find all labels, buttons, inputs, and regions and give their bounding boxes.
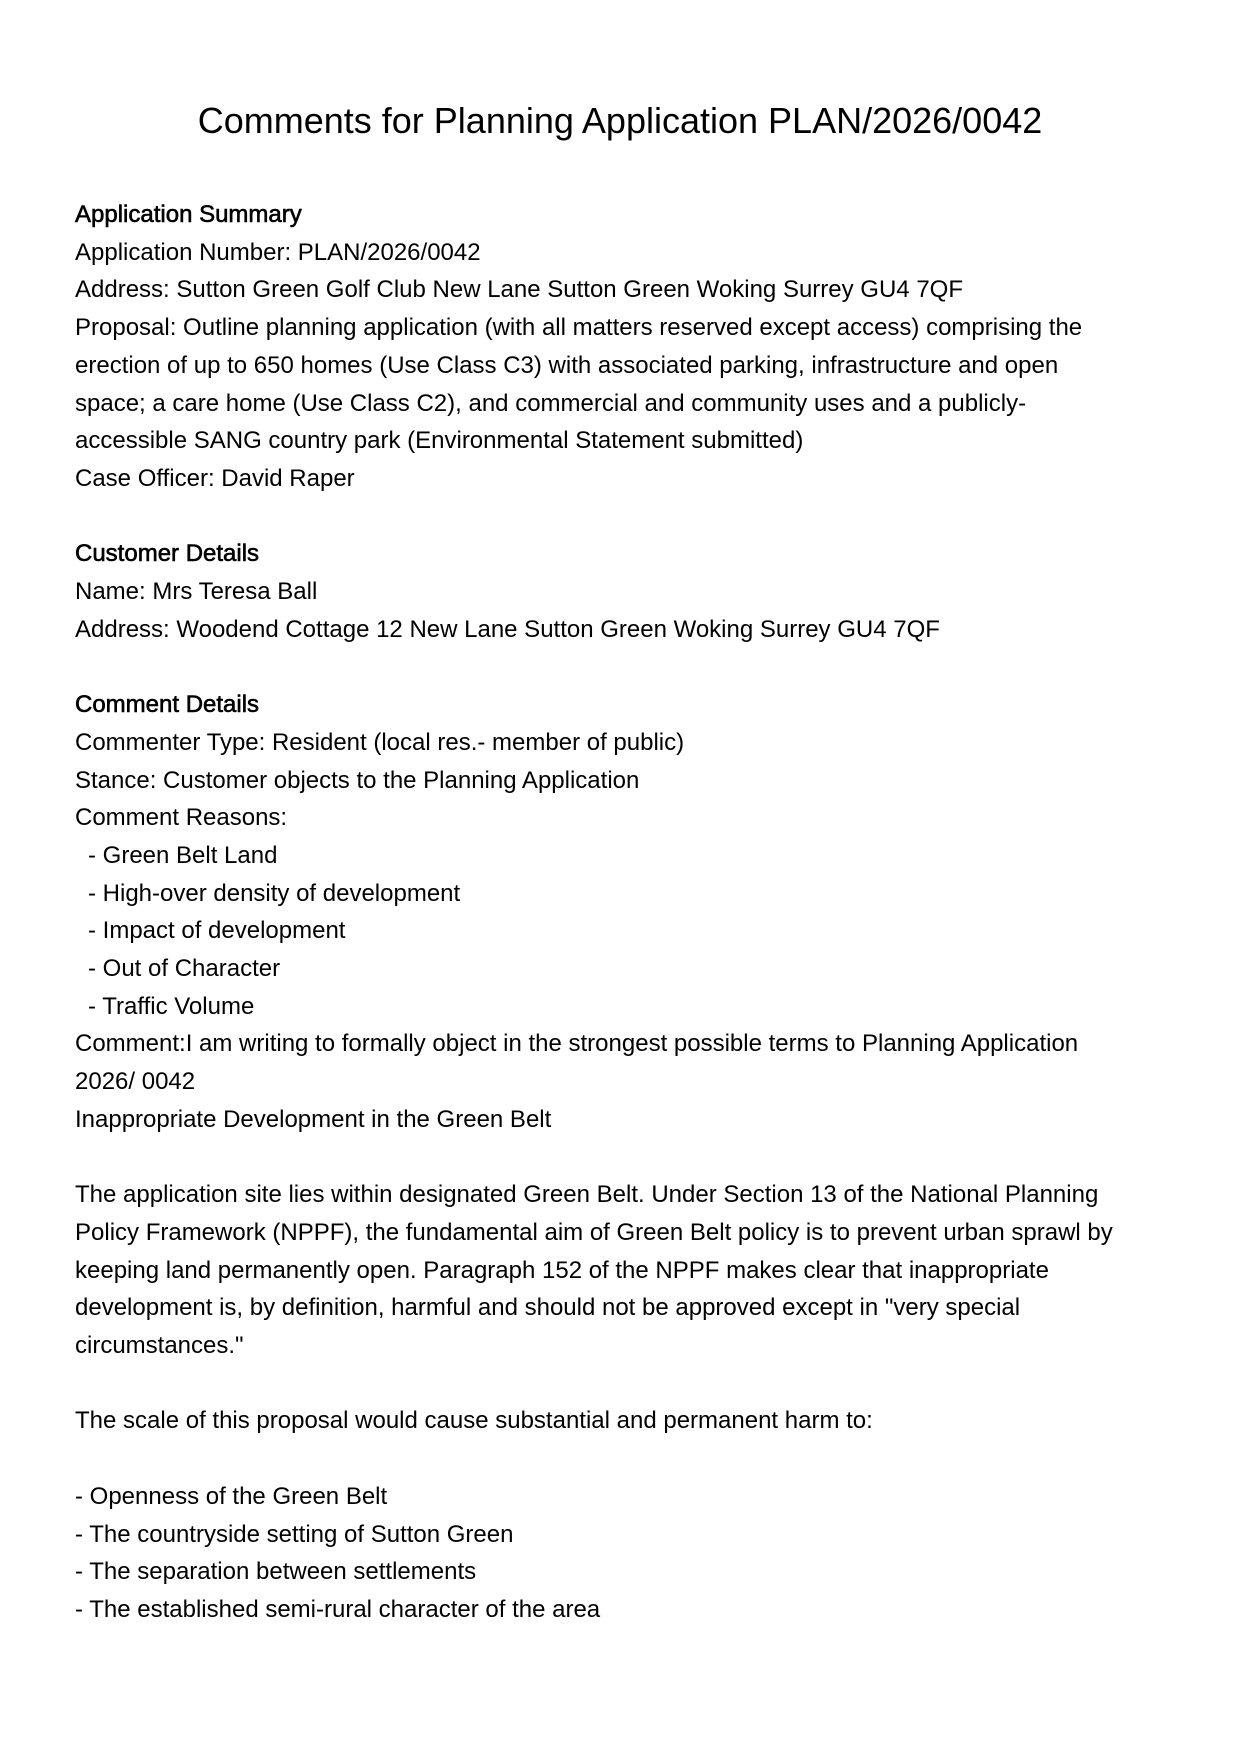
application-address: Address: Sutton Green Golf Club New Lane Sutton Green Woking Surrey GU4 7QF bbox=[75, 276, 963, 304]
application-summary-heading: Application Summary bbox=[75, 201, 302, 228]
paragraph-1-line-3: keeping land permanently open. Paragraph 152 of the NPPF makes clear that inappropriate bbox=[75, 1256, 1049, 1284]
comment-reason-item: - Out of Character bbox=[88, 955, 281, 983]
comment-reasons-label: Comment Reasons: bbox=[75, 804, 288, 832]
comment-reason-item: - High-over density of development bbox=[88, 879, 461, 907]
proposal-line-2: erection of up to 650 homes (Use Class C3) with associated parking, infrastructure and open bbox=[75, 351, 1059, 379]
harm-list-item: - The established semi-rural character of the area bbox=[75, 1595, 601, 1623]
comment-subheading: Inappropriate Development in the Green Belt bbox=[75, 1105, 552, 1133]
comment-details-heading: Comment Details bbox=[75, 691, 260, 719]
customer-name: Name: Mrs Teresa Ball bbox=[75, 578, 318, 606]
proposal-line-4: accessible SANG country park (Environmental Statement submitted) bbox=[75, 427, 804, 455]
customer-address: Address: Woodend Cottage 12 New Lane Sutton Green Woking Surrey GU4 7QF bbox=[75, 615, 940, 643]
section-spacer bbox=[75, 648, 1165, 686]
document-body bbox=[75, 196, 1165, 1629]
commenter-type: Commenter Type: Resident (local res.- member of public) bbox=[75, 728, 685, 756]
comment-intro-line-1: Comment:I am writing to formally object in the strongest possible terms to Planning Application bbox=[75, 1030, 1079, 1058]
harm-list-item: - The separation between settlements bbox=[75, 1558, 477, 1586]
customer-details-heading: Customer Details bbox=[75, 540, 260, 568]
paragraph-spacer bbox=[75, 1365, 1165, 1403]
application-number: Application Number: PLAN/2026/0042 bbox=[75, 238, 481, 266]
proposal-line-1: Proposal: Outline planning application (with all matters reserved except access) comprising the bbox=[75, 314, 1083, 342]
page-title: Comments for Planning Application PLAN/2026/0042 bbox=[197, 100, 1043, 141]
comment-reason-item: - Impact of development bbox=[88, 917, 346, 945]
proposal-line-3: space; a care home (Use Class C2), and commercial and community uses and a publicly- bbox=[75, 389, 1027, 417]
paragraph-2: The scale of this proposal would cause substantial and permanent harm to: bbox=[75, 1407, 873, 1435]
paragraph-1-line-1: The application site lies within designated Green Belt. Under Section 13 of the National Planning bbox=[75, 1181, 1099, 1209]
case-officer: Case Officer: David Raper bbox=[75, 464, 355, 492]
paragraph-1-line-2: Policy Framework (NPPF), the fundamental aim of Green Belt policy is to prevent urban sprawl by bbox=[75, 1218, 1113, 1246]
paragraph-1-line-4: development is, by definition, harmful and should not be approved except in "very special bbox=[75, 1294, 1021, 1322]
paragraph-spacer bbox=[75, 1139, 1165, 1177]
comment-reason-item: - Traffic Volume bbox=[88, 992, 255, 1020]
paragraph-1-line-5: circumstances." bbox=[75, 1332, 244, 1360]
comment-intro-line-2: 2026/ 0042 bbox=[75, 1068, 196, 1096]
harm-list-item: - Openness of the Green Belt bbox=[75, 1482, 388, 1510]
harm-list-item: - The countryside setting of Sutton Green bbox=[75, 1520, 514, 1548]
comment-reason-item: - Green Belt Land bbox=[88, 841, 278, 869]
paragraph-spacer bbox=[75, 1440, 1165, 1478]
stance: Stance: Customer objects to the Planning Application bbox=[75, 766, 640, 794]
section-spacer bbox=[75, 498, 1165, 536]
